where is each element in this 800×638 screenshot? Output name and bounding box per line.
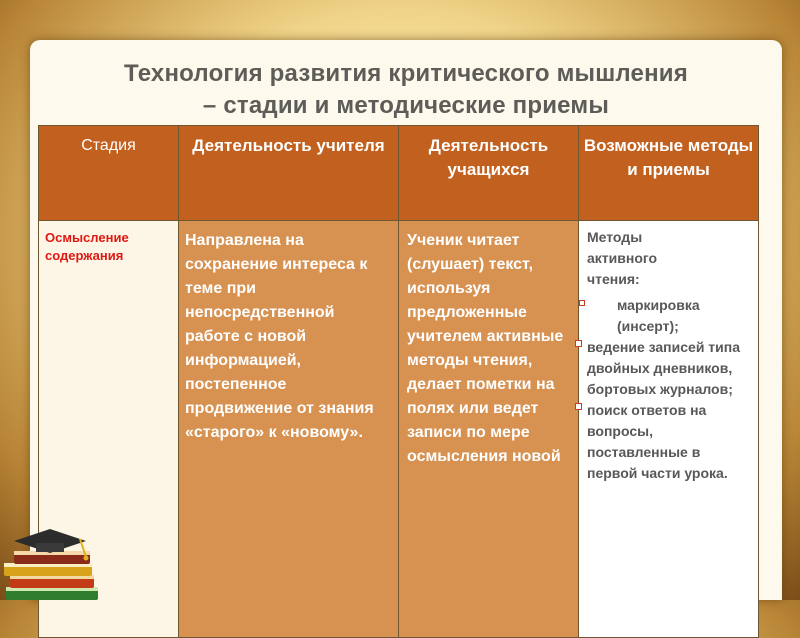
cell-stage: Осмысление содержания bbox=[39, 221, 179, 638]
header-stage: Стадия bbox=[39, 126, 179, 221]
books-graduation-cap-icon bbox=[0, 515, 120, 600]
header-teacher-activity: Деятельность учителя bbox=[179, 126, 399, 221]
slide-title bbox=[30, 58, 782, 122]
cell-teacher-activity: Направлена на сохранение интереса к теме при непосредственной работе с новой информацией, постепенное продвижение от знания «старого» к «новому». bbox=[179, 221, 399, 638]
method-item-text: ведение записей типа двойных дневников, бортовых журналов; bbox=[587, 339, 741, 397]
method-item bbox=[587, 337, 754, 400]
method-item-text: поиск ответов на вопросы, поставленные в первой части урока. bbox=[587, 402, 728, 481]
stages-table bbox=[38, 125, 759, 638]
method-item bbox=[587, 295, 754, 337]
header-methods: Возможные методы и приемы bbox=[579, 126, 759, 221]
method-item bbox=[587, 400, 754, 484]
cell-methods bbox=[579, 221, 759, 638]
title-line-2: – стадии и методические приемы bbox=[202, 92, 610, 119]
bullet-icon bbox=[579, 300, 585, 306]
methods-intro: Методы активного чтения: bbox=[587, 229, 658, 287]
cell-student-activity: Ученик читает (слушает) текст, используя предложенные учителем активные методы чтения, делает пометки на полях или ведет записи по мере осмысления новой bbox=[399, 221, 579, 638]
method-item-text: маркировка (инсерт); bbox=[617, 297, 700, 334]
table-header-row bbox=[39, 126, 759, 221]
header-student-activity: Деятельность учащихся bbox=[399, 126, 579, 221]
table-row bbox=[39, 221, 759, 638]
bullet-icon bbox=[575, 403, 582, 410]
title-line-1: Технология развития критического мышления bbox=[124, 60, 688, 87]
bullet-icon bbox=[575, 340, 582, 347]
